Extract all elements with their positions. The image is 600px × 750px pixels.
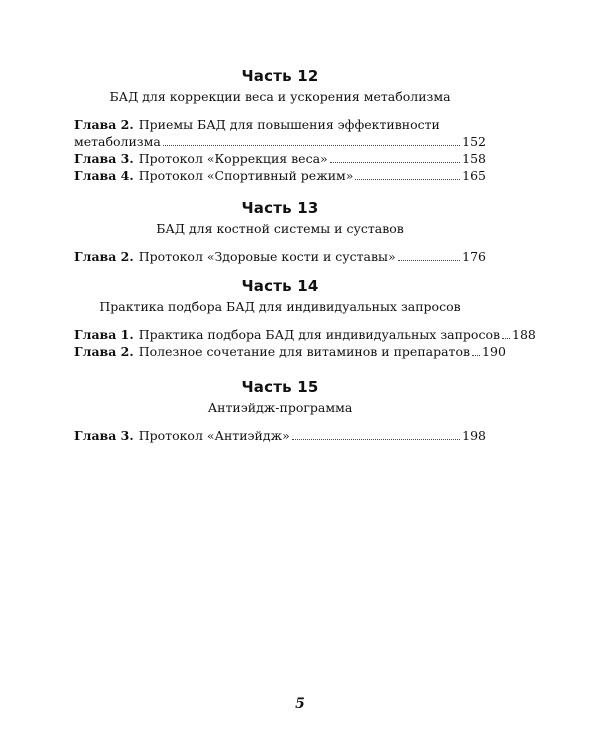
part-title: Часть 15 — [241, 378, 319, 396]
chapter-title: Протокол «Антиэйдж» — [138, 428, 290, 443]
toc-entry[interactable] — [74, 326, 536, 343]
chapter-label: Глава 4. — [74, 168, 134, 183]
toc-entry[interactable] — [74, 167, 486, 184]
page-number: 5 — [295, 696, 305, 712]
leader-dots — [472, 355, 480, 356]
leader-dots — [398, 260, 461, 261]
toc-entry[interactable] — [74, 343, 506, 360]
part-title: Часть 14 — [241, 277, 319, 295]
leader-dots — [330, 162, 460, 163]
toc-entry[interactable] — [74, 248, 486, 265]
chapter-page: 188 — [512, 327, 536, 342]
part-subtitle: БАД для костной системы и суставов — [156, 221, 404, 236]
toc-part-15 — [74, 377, 486, 444]
leader-dots — [502, 338, 510, 339]
chapter-title: Полезное сочетание для витаминов и препаратов — [138, 344, 471, 359]
chapter-label: Глава 3. — [74, 151, 134, 166]
chapter-page: 158 — [462, 151, 486, 166]
chapter-title: Приемы БАД для повышения эффективности — [138, 117, 440, 132]
chapter-label: Глава 2. — [74, 249, 134, 264]
part-subtitle: Практика подбора БАД для индивидуальных запросов — [99, 299, 461, 314]
leader-dots — [355, 179, 460, 180]
leader-dots — [163, 145, 460, 146]
chapter-page: 165 — [462, 168, 486, 183]
part-title: Часть 13 — [241, 199, 319, 217]
toc-entry[interactable] — [74, 427, 486, 444]
chapter-label: Глава 2. — [74, 117, 134, 132]
chapter-title: Протокол «Коррекция веса» — [138, 151, 328, 166]
chapter-title: Протокол «Спортивный режим» — [138, 168, 354, 183]
part-title: Часть 12 — [241, 67, 319, 85]
toc-entry[interactable] — [74, 150, 486, 167]
toc-part-13 — [74, 198, 486, 265]
chapter-page: 176 — [462, 249, 486, 264]
chapter-label: Глава 2. — [74, 344, 134, 359]
leader-dots — [292, 439, 460, 440]
toc-part-12 — [74, 66, 486, 184]
chapter-page: 152 — [462, 134, 486, 149]
chapter-label: Глава 1. — [74, 327, 134, 342]
toc-entry[interactable] — [74, 116, 486, 150]
part-subtitle: Антиэйдж-программа — [207, 400, 353, 415]
toc-part-14 — [74, 276, 536, 360]
chapter-page: 198 — [462, 428, 486, 443]
chapter-label: Глава 3. — [74, 428, 134, 443]
chapter-title-continued: метаболизма — [74, 134, 161, 149]
chapter-page: 190 — [482, 344, 506, 359]
chapter-title: Практика подбора БАД для индивидуальных запросов — [138, 327, 501, 342]
chapter-title: Протокол «Здоровые кости и суставы» — [138, 249, 396, 264]
part-subtitle: БАД для коррекции веса и ускорения метаболизма — [109, 89, 451, 104]
